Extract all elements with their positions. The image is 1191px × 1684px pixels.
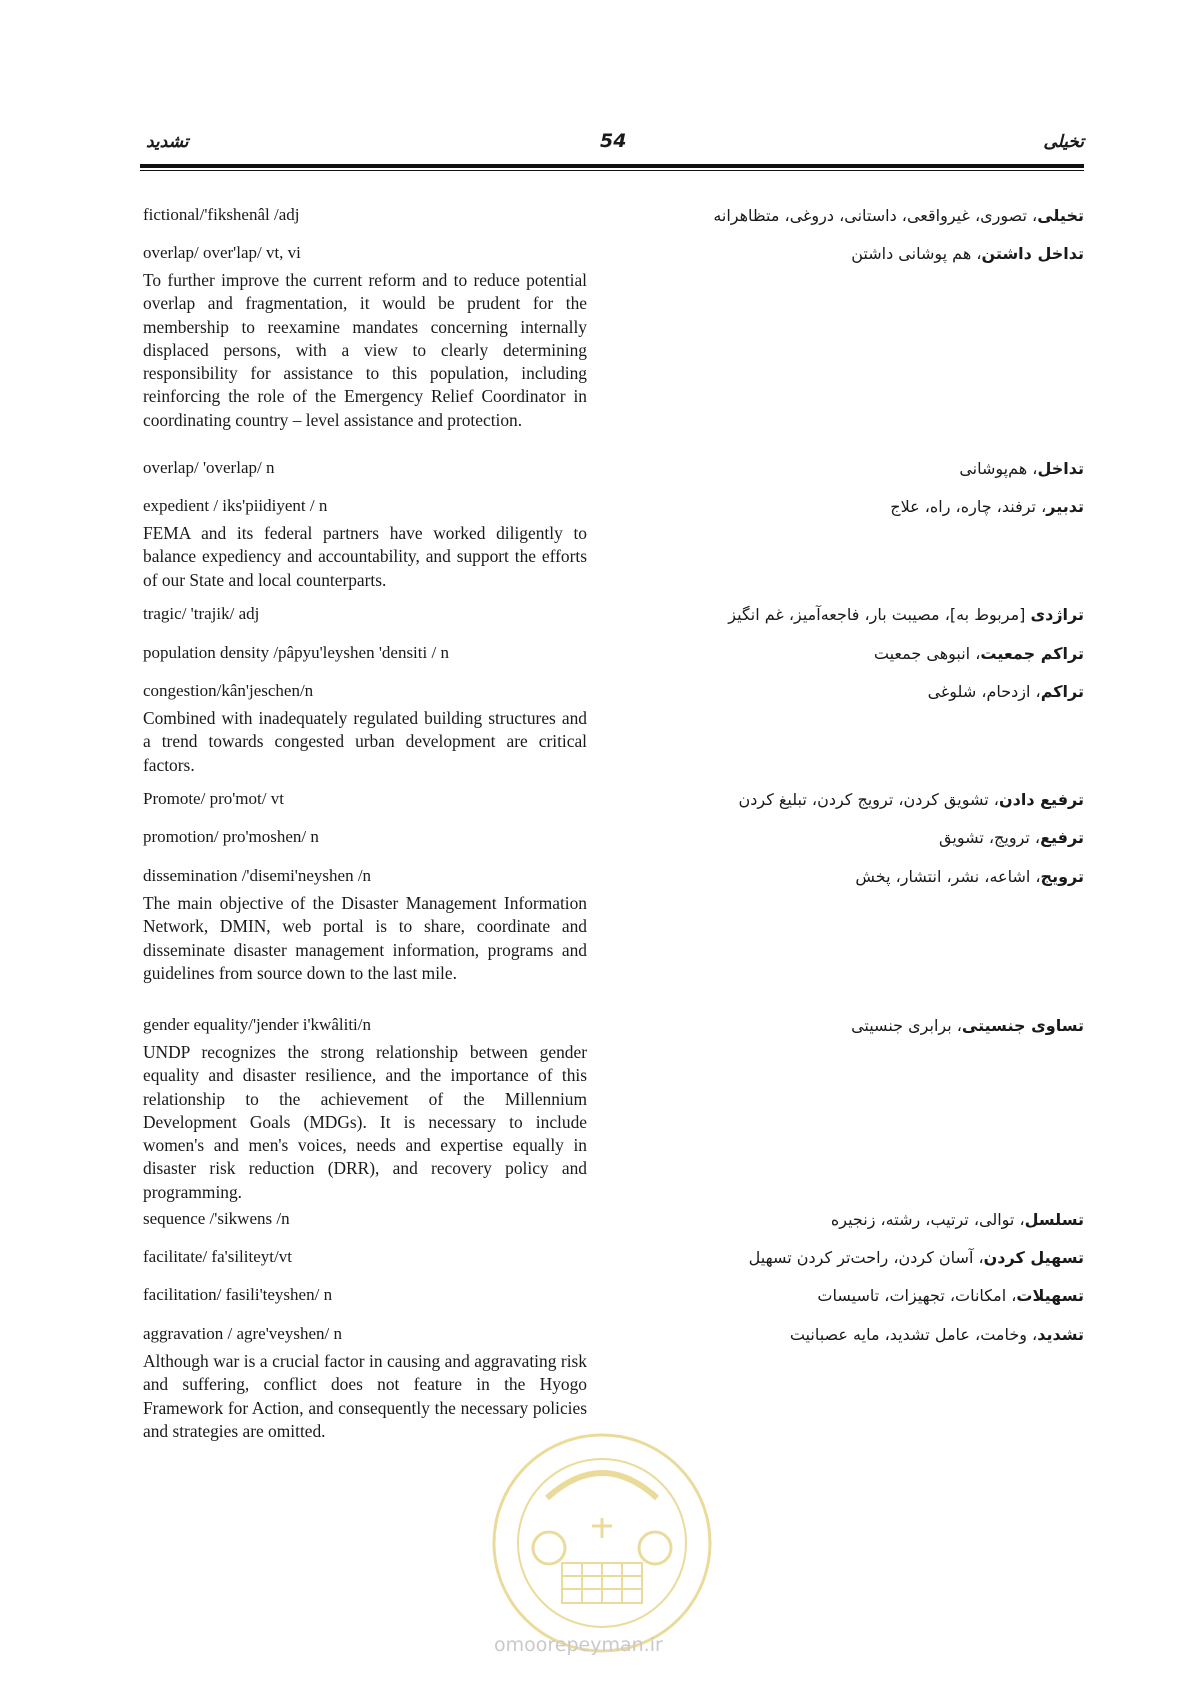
- persian-gloss: ، ترویج، تشویق: [939, 828, 1041, 847]
- persian-headword: تساوی جنسیتی: [961, 1016, 1084, 1035]
- persian-gloss: ، تشویق کردن، ترویج کردن، تبلیغ کردن: [738, 790, 999, 809]
- header-last-headword: تشدید: [146, 132, 189, 152]
- entry-english-term: sequence /'sikwens /n: [143, 1209, 290, 1228]
- persian-headword: تراژدی: [1030, 605, 1084, 624]
- entry-persian-term: [817, 1286, 1084, 1305]
- entry-persian-term: [831, 1210, 1084, 1229]
- entry-english-term: population density /pâpyu'leyshen 'densiti / n: [143, 643, 449, 662]
- persian-gloss: ، اشاعه، نشر، انتشار، پخش: [855, 867, 1041, 886]
- watermark-seal-logo: [487, 1428, 717, 1658]
- persian-gloss: ، برابری جنسیتی: [851, 1016, 962, 1035]
- persian-headword: تراکم جمعیت: [980, 644, 1084, 663]
- entry-example-sentence: Combined with inadequately regulated building structures and a trend towards congested urban development are critical factors.: [143, 708, 587, 775]
- persian-gloss: ، توالی، ترتیب، رشته، زنجیره: [830, 1210, 1025, 1229]
- entry-example-sentence: Although war is a crucial factor in causing and aggravating risk and suffering, conflict does not feature in the Hyogo Framework for Action, and consequently the necessary policies and strategies are omitted.: [143, 1351, 587, 1441]
- persian-gloss: ، تصوری، غیرواقعی، داستانی، دروغی، متظاهرانه: [713, 206, 1038, 225]
- persian-headword: ترفیع دادن: [998, 790, 1084, 809]
- running-header: [140, 130, 1084, 160]
- entry-english-term: overlap/ 'overlap/ n: [143, 458, 275, 477]
- entry-english-term: dissemination /'disemi'neyshen /n: [143, 866, 372, 885]
- persian-gloss: ، انبوهی جمعیت: [873, 644, 981, 663]
- entry-english-term: fictional/'fikshenâl /adj: [143, 205, 300, 224]
- entry-persian-term: [728, 605, 1084, 624]
- persian-gloss: [مربوط به]، مصیبت بار، فاجعه‌آمیز، غم انگیز: [728, 605, 1031, 624]
- entry-persian-term: [713, 206, 1084, 225]
- persian-headword: ترویج: [1040, 867, 1084, 886]
- entry-english-term: Promote/ pro'mot/ vt: [143, 789, 284, 808]
- entry-english-term: tragic/ 'trajik/ adj: [143, 604, 260, 623]
- entry-persian-term: [739, 790, 1085, 809]
- header-rule-thick: [140, 164, 1084, 168]
- persian-headword: تراکم: [1040, 682, 1084, 701]
- entry-english-term: promotion/ pro'moshen/ n: [143, 827, 319, 846]
- persian-gloss: ، وخامت، عامل تشدید، مایه عصبانیت: [789, 1325, 1038, 1344]
- header-rule-thin: [140, 170, 1084, 171]
- persian-headword: تداخل داشتن: [981, 244, 1084, 263]
- entry-english-term: congestion/kân'jeschen/n: [143, 681, 314, 700]
- persian-headword: تشدید: [1037, 1325, 1084, 1344]
- entry-persian-term: [749, 1248, 1084, 1267]
- entry-persian-term: [855, 867, 1084, 886]
- entry-persian-term: [874, 644, 1084, 663]
- entry-persian-term: [959, 459, 1084, 478]
- entry-english-term: gender equality/'jender i'kwâliti/n: [143, 1015, 371, 1034]
- persian-headword: تخیلی: [1037, 206, 1084, 225]
- entry-english-term: overlap/ over'lap/ vt, vi: [143, 243, 301, 262]
- persian-headword: تداخل: [1037, 459, 1084, 478]
- persian-headword: تسلسل: [1024, 1210, 1084, 1229]
- header-first-headword: تخیلی: [1043, 132, 1084, 152]
- entry-example-sentence: To further improve the current reform and to reduce potential overlap and fragmentation, it would be prudent for the membership to reexamine mandates concerning internally displaced persons, with a view to clearly determining responsibility for assistance to this population, including reinforcing the role of the Emergency Relief Coordinator in coordinating country – level assistance and protection.: [143, 270, 587, 430]
- entry-persian-term: [890, 497, 1084, 516]
- persian-headword: تدبیر: [1046, 497, 1084, 516]
- persian-gloss: ، هم پوشانی داشتن: [851, 244, 982, 263]
- entry-english-term: facilitation/ fasili'teyshen/ n: [143, 1285, 333, 1304]
- entry-persian-term: [939, 828, 1084, 847]
- persian-gloss: ، آسان کردن، راحت‌تر کردن تسهیل: [748, 1248, 984, 1267]
- persian-gloss: ، امکانات، تجهیزات، تاسیسات: [817, 1286, 1017, 1305]
- entry-persian-term: [851, 244, 1084, 263]
- entry-english-term: facilitate/ fa'siliteyt/vt: [143, 1247, 292, 1266]
- persian-headword: تسهیلات: [1016, 1286, 1084, 1305]
- entry-english-term: expedient / iks'piidiyent / n: [143, 496, 328, 515]
- entry-example-sentence: UNDP recognizes the strong relationship between gender equality and disaster resilience, and the importance of this relationship to the achievement of the Millennium Development Goals (MDGs). It is necessary to include women's and men's voices, needs and expertise equally in disaster risk reduction (DRR), and recovery policy and programming.: [143, 1042, 587, 1202]
- entry-example-sentence: FEMA and its federal partners have worked diligently to balance expediency and accountability, and support the efforts of our State and local counterparts.: [143, 523, 587, 590]
- entry-english-term: aggravation / agre'veyshen/ n: [143, 1324, 342, 1343]
- persian-headword: تسهیل کردن: [983, 1248, 1084, 1267]
- page-number: 54: [600, 130, 627, 152]
- watermark-url: omoorepeyman.ir: [494, 1634, 663, 1656]
- entry-example-sentence: The main objective of the Disaster Management Information Network, DMIN, web portal is to share, coordinate and disseminate disaster management information, programs and guidelines from source down to the last mile.: [143, 893, 587, 983]
- persian-gloss: ، ترفند، چاره، راه، علاج: [890, 497, 1047, 516]
- persian-gloss: ، هم‌پوشانی: [959, 459, 1038, 478]
- persian-headword: ترفیع: [1040, 828, 1084, 847]
- entry-persian-term: [851, 1016, 1084, 1035]
- persian-gloss: ، ازدحام، شلوغی: [927, 682, 1041, 701]
- entry-persian-term: [928, 682, 1084, 701]
- entry-persian-term: [790, 1325, 1084, 1344]
